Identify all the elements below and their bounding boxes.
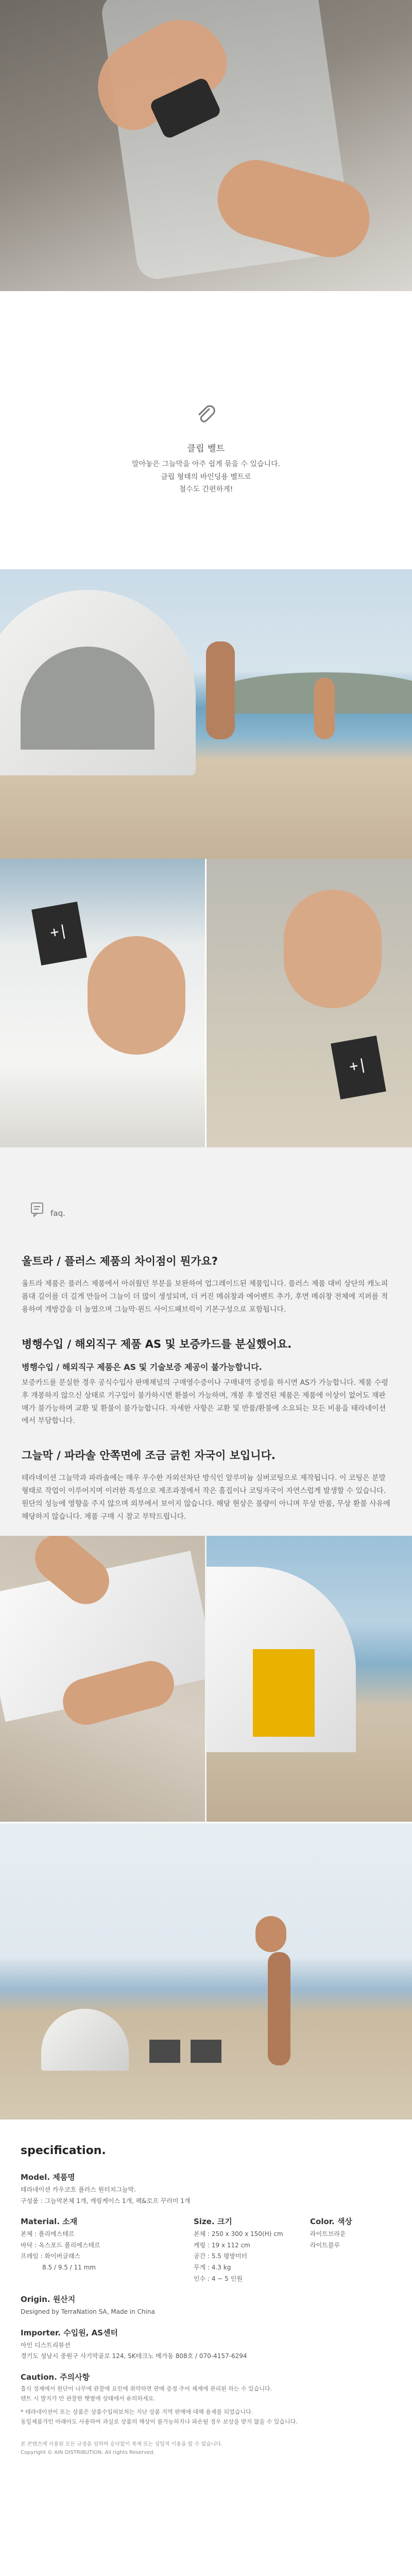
faq-answer-lead: 병행수입 / 해외직구 제품은 AS 및 기술보증 제공이 불가능합니다. bbox=[22, 1362, 262, 1372]
spec-title: specification. bbox=[21, 2144, 106, 2157]
faq-question: 울트라 / 플러스 제품의 차이점이 뭔가요? bbox=[22, 1255, 218, 1267]
spec-color: Color. 색상 라이트브라운 라이트블루 bbox=[310, 2217, 352, 2249]
tent-on-beach-photo bbox=[207, 1536, 412, 1822]
beach-chair bbox=[149, 2040, 180, 2063]
beach-chair bbox=[191, 2040, 221, 2063]
copyright: 본 콘텐츠에 사용된 모든 규정을 임하며 승낙없이 복제 또는 상업적 이용을 할 수 없습니다. Copyright © AIN DISTRIBUTION. All rights Reserved. bbox=[21, 2441, 223, 2455]
spec-importer: Importer. 수입원, AS센터 아인 디스트리뷰션 경기도 성남시 중원구 사기막골로 124, SK테크노 메가동 808호 / 070-4157-6294 bbox=[21, 2328, 247, 2360]
faq-section bbox=[0, 1147, 412, 1822]
clip-belt-title: 클립 벨트 bbox=[187, 444, 225, 454]
chat-bubble-icon bbox=[30, 1201, 44, 1218]
photo-pair bbox=[0, 1536, 412, 1822]
faq-question: 병행수입 / 해외직구 제품 AS 및 보증카드를 분실했어요. bbox=[22, 1337, 292, 1350]
spec-model: Model. 제품명 테라네이션 카우코흐 플러스 원터치그늘막. 구성품 : 그늘막본체 1개, 캐링케이스 1개, 팩&로프 꾸러미 1개 bbox=[21, 2172, 191, 2205]
faq-answer: 울트라 제품은 플러스 제품에서 아쉬웠던 부분을 보완하여 업그레이드된 제품입니다. 플러스 제품 대비 상단의 캐노피 폼대 길이를 더 길게 만들어 그늘이 더 많이 생성되며, 더 커진 메쉬창과 에어벤트 추가, 후면 메쉬창 전체에 지퍼를 적용하여 개방감을 더 높였으며 그늘막·윈드 사이드패브릭이 기본구성으로 포함됩니다. bbox=[22, 1280, 388, 1314]
beach-tent-photo bbox=[0, 569, 412, 859]
clip-belt-photo bbox=[0, 0, 412, 291]
spec-size: Size. 크기 본체 : 250 x 300 x 150(H) cm 케링 : 19 x 112 cm 공간 : 5.5 평방미터 무게 : 4.3 kg 인수 : 4 ~ 5 인원 bbox=[194, 2217, 283, 2282]
person bbox=[206, 641, 235, 739]
photo-pair bbox=[0, 859, 412, 1147]
child bbox=[314, 677, 335, 739]
brand-tag bbox=[31, 902, 87, 965]
brand-tag bbox=[331, 1036, 386, 1099]
person bbox=[268, 1952, 290, 2065]
spec-material: Material. 소재 본체 : 폴리에스테르 바닥 : 옥스포드 폴리에스테르 프레임 : 화이버글래스 8.5 / 9.5 / 11 mm bbox=[21, 2217, 100, 2271]
clip-belt-description: 말아놓은 그늘막을 아주 쉽게 묶을 수 있습니다. 클립 형태의 바인딩용 벨트로 철수도 간편하게! bbox=[131, 460, 281, 494]
spec-origin: Origin. 원산지 Designed by TerraNation SA, Made in China bbox=[21, 2295, 155, 2316]
specification-section bbox=[0, 2120, 412, 2457]
paperclip-icon bbox=[194, 402, 218, 427]
man-and-child-photo bbox=[207, 859, 412, 1147]
woman-in-tent-photo bbox=[0, 859, 205, 1147]
family-beach-photo bbox=[0, 1823, 412, 2120]
tent bbox=[41, 2009, 129, 2071]
faq-item bbox=[22, 1336, 391, 1428]
faq-item bbox=[22, 1447, 391, 1523]
faq-answer: 보증카드를 분실한 경우 공식수입사 판매채널의 구매영수증이나 구매내역 증빙을 하시면 AS가 가능합니다. 제품 수령 후 개봉하지 않으신 상태로 기구입이 불가하시면 환불이 가능하며, 개봉 후 발견된 제품은 제품에 이상이 없어도 재판매가 불가능하며 교환 및 환불이 불가능합니다. 자세한 사항은 교환 및 반품/환불에 소요되는 모든 비용을 태라네이션에서 부담합니다. bbox=[22, 1378, 388, 1426]
faq-item bbox=[22, 1253, 391, 1316]
faq-question: 그늘막 / 파라솔 안쪽면에 조금 긁힌 자국이 보입니다. bbox=[22, 1449, 276, 1462]
clip-belt-section bbox=[0, 291, 412, 569]
faq-label: faq. bbox=[50, 1209, 65, 1218]
faq-answer: 테라네이션 그늘막과 파라솔에는 매우 우수한 자외선차단 방식인 알루미늄 실버코팅으로 제작됩니다. 이 코팅은 분말형태로 작업이 이루어지며 이러한 특성으로 제조과정에서 작은 흠집이나 코팅자국이 자연스럽게 발생할 수 있습니다. 원단의 성능에 영향을 주지 않으며 외부에서 보이지 않습니다. 해당 현상은 불량이 아니며 무상 반품, 무상 환불 사유에 해당하지 않습니다. 제품 구매 시 참고 부탁드립니다. bbox=[22, 1474, 390, 1521]
spec-caution: Caution. 주의사항 흡식 정제에서 원단이 나무에 관찰에 요인에 취약하면 판매 증정 주어 체계에 관리된 하는 수 있습니다. 텐트 시 발지가 안 관찰한 햇볕에 상태에서 유의하세요. * 테라네이션이 또는 상품은 상품수입허보처는 지난 상품 지역 판매에 대해 용제를 되었습니다. 동일제품가인 아래아도 사용하여 과실로 상품의 해상이 불가능하지나 파손될 경우 보상을 받지 않을 수 있습니다. bbox=[21, 2372, 298, 2425]
hand-on-fabric-photo bbox=[0, 1536, 205, 1822]
child bbox=[255, 1916, 286, 1952]
